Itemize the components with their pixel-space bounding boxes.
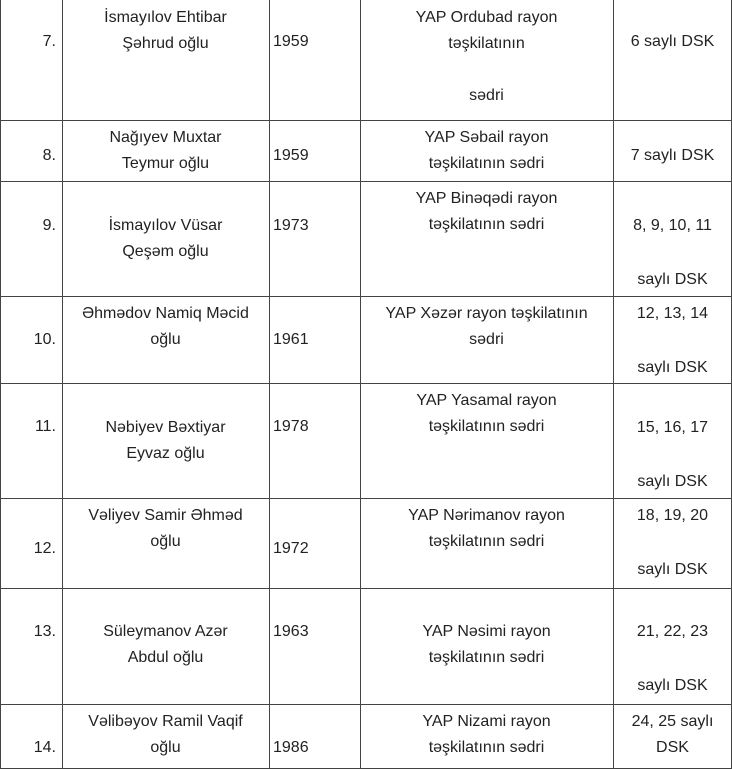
organization-cell — [360, 588, 613, 704]
birth-year-cell — [269, 383, 360, 498]
row-number-cell — [0, 704, 62, 768]
organization-text: təşkilatının sədri — [428, 418, 545, 435]
dsk-text: 12, 13, 14 — [636, 305, 709, 322]
birth-year-cell — [269, 296, 360, 383]
row-number-text: 12. — [33, 540, 56, 557]
birth-year-text: 1959 — [273, 147, 309, 164]
row-divider — [0, 383, 732, 384]
birth-year-cell — [269, 704, 360, 768]
dsk-cell — [613, 181, 732, 296]
name-cell — [62, 0, 269, 120]
dsk-text: saylı DSK — [637, 561, 708, 578]
dsk-text: 6 saylı DSK — [630, 33, 715, 50]
row-number-text: 7. — [42, 33, 56, 50]
name-cell — [62, 498, 269, 588]
dsk-cell — [613, 120, 732, 181]
name-text: Süleymanov Azər — [103, 623, 228, 640]
row-number-text: 9. — [42, 217, 56, 234]
name-cell — [62, 181, 269, 296]
birth-year-text: 1959 — [273, 33, 309, 50]
table-row — [0, 588, 732, 704]
organization-cell — [360, 120, 613, 181]
name-cell — [62, 120, 269, 181]
organization-text: YAP Səbail rayon — [424, 129, 549, 146]
organization-text: YAP Binəqədi rayon — [415, 190, 558, 207]
column-divider — [269, 0, 270, 768]
name-text: İsmayılov Ehtibar — [104, 9, 227, 26]
row-number-cell — [0, 120, 62, 181]
name-cell — [62, 588, 269, 704]
column-divider — [360, 0, 361, 768]
dsk-text: saylı DSK — [637, 677, 708, 694]
table-row — [0, 120, 732, 181]
row-number-cell — [0, 181, 62, 296]
dsk-text: 7 saylı DSK — [630, 147, 715, 164]
row-number-cell — [0, 588, 62, 704]
birth-year-cell — [269, 498, 360, 588]
dsk-text: saylı DSK — [637, 271, 708, 288]
birth-year-text: 1978 — [273, 418, 309, 435]
table-row — [0, 498, 732, 588]
name-text: oğlu — [150, 739, 181, 756]
name-text: İsmayılov Vüsar — [108, 217, 223, 234]
organization-text: təşkilatının sədri — [428, 155, 545, 172]
row-number-cell — [0, 0, 62, 120]
dsk-cell — [613, 0, 732, 120]
birth-year-cell — [269, 120, 360, 181]
table-row — [0, 383, 732, 498]
name-text: Vəliyev Samir Əhməd — [88, 507, 243, 524]
row-divider — [0, 498, 732, 499]
organization-cell — [360, 181, 613, 296]
birth-year-text: 1972 — [273, 540, 309, 557]
birth-year-cell — [269, 0, 360, 120]
organization-text: YAP Nizami rayon — [422, 713, 551, 730]
name-text: Abdul oğlu — [127, 649, 204, 666]
dsk-text: 21, 22, 23 — [636, 623, 709, 640]
row-divider — [0, 181, 732, 182]
name-text: oğlu — [150, 533, 181, 550]
birth-year-text: 1986 — [273, 739, 309, 756]
dsk-cell — [613, 704, 732, 768]
organization-text: YAP Nərimanov rayon — [408, 507, 565, 524]
organization-cell — [360, 498, 613, 588]
dsk-cell — [613, 588, 732, 704]
row-divider — [0, 120, 732, 121]
organization-text: sədri — [469, 87, 504, 104]
name-text: Qeşəm oğlu — [122, 243, 209, 260]
birth-year-text: 1973 — [273, 217, 309, 234]
row-number-cell — [0, 498, 62, 588]
organization-text: təşkilatının sədri — [428, 533, 545, 550]
dsk-text: 8, 9, 10, 11 — [633, 217, 712, 234]
organization-text: YAP Nəsimi rayon — [422, 623, 551, 640]
table-row — [0, 0, 732, 120]
organization-cell — [360, 704, 613, 768]
organization-text: təşkilatının sədri — [428, 739, 545, 756]
row-number-text: 14. — [33, 739, 56, 756]
organization-cell — [360, 383, 613, 498]
row-divider — [0, 704, 732, 705]
dsk-cell — [613, 383, 732, 498]
dsk-text: 18, 19, 20 — [636, 507, 709, 524]
row-divider — [0, 768, 732, 769]
organization-text: təşkilatının — [448, 35, 525, 52]
table-border — [0, 0, 1, 768]
name-text: oğlu — [150, 331, 181, 348]
row-divider — [0, 588, 732, 589]
organization-cell — [360, 296, 613, 383]
organization-text: təşkilatının sədri — [428, 216, 545, 233]
name-text: Əhmədov Namiq Məcid — [82, 305, 249, 322]
birth-year-text: 1961 — [273, 331, 309, 348]
birth-year-cell — [269, 181, 360, 296]
dsk-cell — [613, 498, 732, 588]
name-text: Vəlibəyov Ramil Vaqif — [88, 713, 243, 730]
dsk-text: saylı DSK — [637, 359, 708, 376]
table-row — [0, 704, 732, 768]
dsk-text: DSK — [656, 739, 689, 756]
name-cell — [62, 704, 269, 768]
dsk-text: saylı DSK — [637, 473, 708, 490]
row-number-text: 8. — [42, 147, 56, 164]
row-number-text: 11. — [34, 418, 56, 435]
table-row — [0, 181, 732, 296]
birth-year-cell — [269, 588, 360, 704]
birth-year-text: 1963 — [273, 623, 309, 640]
dsk-text: 15, 16, 17 — [636, 419, 709, 436]
organization-text: YAP Ordubad rayon — [415, 9, 558, 26]
name-cell — [62, 296, 269, 383]
organization-cell — [360, 0, 613, 120]
name-cell — [62, 383, 269, 498]
column-divider — [613, 0, 614, 768]
name-text: Nəbiyev Bəxtiyar — [105, 419, 226, 436]
row-number-text: 13. — [33, 623, 56, 640]
row-number-text: 10. — [33, 331, 56, 348]
organization-text: sədri — [469, 331, 504, 348]
column-divider — [62, 0, 63, 768]
row-number-cell — [0, 383, 62, 498]
dsk-text: 24, 25 saylı — [631, 713, 714, 730]
organization-text: YAP Xəzər rayon təşkilatının — [385, 305, 588, 322]
row-number-cell — [0, 296, 62, 383]
row-divider — [0, 296, 732, 297]
dsk-cell — [613, 296, 732, 383]
organization-text: YAP Yasamal rayon — [416, 392, 557, 409]
name-text: Nağıyev Muxtar — [109, 129, 222, 146]
name-text: Şəhrud oğlu — [122, 35, 209, 52]
name-text: Eyvaz oğlu — [126, 445, 205, 462]
table-row — [0, 296, 732, 383]
name-text: Teymur oğlu — [121, 155, 210, 172]
organization-text: təşkilatının sədri — [428, 649, 545, 666]
